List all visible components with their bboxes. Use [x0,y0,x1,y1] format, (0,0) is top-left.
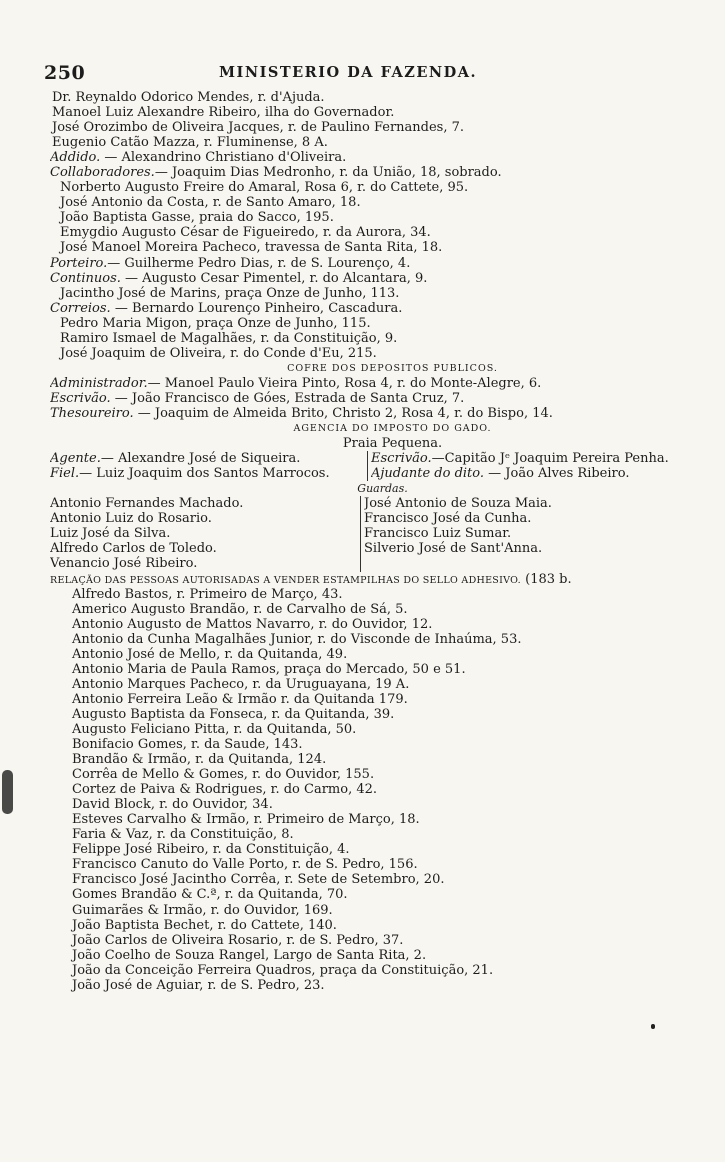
role-label: Escrivão. [50,390,111,406]
text-line: José Orozimbo de Oliveira Jacques, r. de Paulino Fernandes, 7. [52,120,465,136]
correios-line [50,301,695,316]
role-label: Collaboradores. [50,165,155,181]
guardas-right-column [360,496,684,571]
list-item: David Block, r. do Ouvidor, 34. [72,797,273,813]
role-label: Agente. [50,451,101,467]
list-item: Gomes Brandão & C.ª, r. da Quitanda, 70. [72,887,348,903]
vendor-list [50,587,695,993]
guarda-item: Francisco Luiz Sumar. [364,526,512,542]
guardas-columns [50,496,695,571]
role-label: Ajudante do dito. [371,466,485,482]
list-item: Antonio da Cunha Magalhães Junior, r. do Visconde de Inhaúma, 53. [72,631,522,647]
entry-text: — Alexandrino Christiano d'Oliveira. [100,150,347,166]
guarda-item: Antonio Luiz do Rosario. [50,511,212,527]
section-title-cofre: COFRE DOS DEPOSITOS PUBLICOS. [287,362,498,374]
list-item: Antonio Marques Pacheco, r. da Uruguayana, 19 A. [72,676,410,692]
guarda-item: Silverio José de Sant'Anna. [364,541,543,557]
section-title-relacao [50,572,695,587]
role-label: Thesoureiro. [50,405,134,421]
list-item: Felippe José Ribeiro, r. da Constituição, 4. [72,842,350,858]
officials-left-column [50,451,367,481]
text-line: Dr. Reynaldo Odorico Mendes, r. d'Ajuda. [52,90,325,105]
list-item: Brandão & Irmão, r. da Quitanda, 124. [72,752,327,768]
agencia-officials [50,451,695,481]
list-item: Faria & Vaz, r. da Constituição, 8. [72,827,294,843]
list-item: João Coelho de Souza Rangel, Largo de Santa Rita, 2. [72,947,427,963]
list-item: Jacintho José de Marins, praça Onze de Junho, 113. [60,285,400,301]
list-item: Ramiro Ismael de Magalhães, r. da Constituição, 9. [60,330,398,346]
addido-line [50,150,695,165]
list-item: Francisco Canuto do Valle Porto, r. de S. Pedro, 156. [72,857,418,873]
list-item: Antonio Maria de Paula Ramos, praça do Mercado, 50 e 51. [72,661,466,677]
list-item: Cortez de Paiva & Rodrigues, r. do Carmo, 42. [72,782,378,798]
list-item: Augusto Feliciano Pitta, r. da Quitanda, 50. [72,721,357,737]
entry-text: — Guilherme Pedro Dias, r. de S. Lourenço, 4. [107,255,411,271]
cofre-line [50,376,695,391]
page-header [44,62,684,84]
list-item: Augusto Baptista da Fonseca, r. da Quitanda, 39. [72,706,395,722]
entry-text: — Joaquim de Almeida Brito, Christo 2, Rosa 4, r. do Bispo, 14. [133,405,553,421]
guarda-item: Alfredo Carlos de Toledo. [50,541,217,557]
continuos-line [50,271,695,286]
list-item: Emygdio Augusto César de Figueiredo, r. da Aurora, 34. [60,225,431,241]
relacao-title: RELAÇÃO DAS PESSOAS AUTORISADAS A VENDER ESTAMPILHAS DO SELLO ADHESIVO. [50,574,522,586]
entry-text: — Joaquim Dias Medronho, r. da União, 18, sobrado. [154,165,502,181]
role-label: Correios. [50,300,111,316]
list-item: Antonio Augusto de Mattos Navarro, r. do Ouvidor, 12. [72,616,433,632]
list-item: Antonio José de Mello, r. da Quitanda, 49. [72,646,348,662]
guarda-item: Luiz José da Silva. [50,526,171,542]
collaboradores-line [50,165,695,180]
entry-text: — Bernardo Lourenço Pinheiro, Cascadura. [110,300,403,316]
list-item: João Baptista Gasse, praia do Sacco, 195. [60,210,334,226]
entry-text: — Manoel Paulo Vieira Pinto, Rosa 4, r. do Monte-Alegre, 6. [147,375,542,391]
list-item: Corrêa de Mello & Gomes, r. do Ouvidor, 155. [72,767,375,783]
list-item: João Carlos de Oliveira Rosario, r. de S. Pedro, 37. [72,932,404,948]
cofre-line [50,391,695,406]
official-line [371,466,691,481]
list-item: Americo Augusto Brandão, r. de Carvalho de Sá, 5. [72,601,408,617]
role-label: Porteiro. [50,255,108,271]
guardas-left-column [50,496,360,571]
list-item: Francisco José Jacintho Corrêa, r. Sete de Setembro, 20. [72,872,445,888]
porteiro-line [50,256,695,271]
role-label: Fiel. [50,466,80,482]
guardas-title: Guardas. [357,482,408,496]
entry-text: — João Francisco de Góes, Estrada de Santa Cruz, 7. [110,390,465,406]
list-item: José Antonio da Costa, r. de Santo Amaro, 18. [60,195,361,211]
official-line [50,451,367,466]
list-item: Guimarães & Irmão, r. do Ouvidor, 169. [72,902,333,918]
list-item: João Baptista Bechet, r. do Cattete, 140. [72,917,337,933]
page-number: 250 [44,62,86,84]
list-item: José Manoel Moreira Pacheco, travessa de Santa Rita, 18. [60,240,443,256]
binding-mark [2,770,13,814]
entry-text: — Alexandre José de Siqueira. [100,451,301,467]
guarda-item: José Antonio de Souza Maia. [364,496,552,512]
relacao-tail: (183 b. [521,571,572,587]
list-item: Antonio Ferreira Leão & Irmão r. da Quitanda 179. [72,691,408,707]
agencia-location: Praia Pequena. [342,436,443,452]
text-line: Eugenio Catão Mazza, r. Fluminense, 8 A. [52,135,328,151]
role-label: Continuos. [50,270,121,286]
role-label: Addido. [50,150,101,166]
list-item: Alfredo Bastos, r. Primeiro de Março, 43. [72,586,343,602]
list-item: Pedro Maria Migon, praça Onze de Junho, 115. [60,315,371,331]
guarda-item [364,556,684,571]
ink-dot [651,1024,655,1029]
official-line [50,466,367,481]
section-title-agencia: AGENCIA DO IMPOSTO DO GADO. [293,423,492,435]
list-item: José Joaquim de Oliveira, r. do Conde d'Eu, 215. [60,345,377,361]
entry-text: — João Alves Ribeiro. [484,466,630,482]
cofre-line [50,406,695,421]
entry-text: — Luiz Joaquim dos Santos Marrocos. [79,466,330,482]
entry-text: — Augusto Cesar Pimentel, r. do Alcantara, 9. [120,270,428,286]
list-item: João da Conceição Ferreira Quadros, praça da Constituição, 21. [72,962,494,978]
entry-text: —Capitão Jᵉ Joaquim Pereira Penha. [431,451,669,467]
officials-right-column [367,451,691,481]
list-item: Norberto Augusto Freire do Amaral, Rosa 6, r. do Cattete, 95. [60,180,469,196]
role-label: Escrivão. [371,451,432,467]
running-title: MINISTERIO DA FAZENDA. [219,64,478,81]
page-content [50,90,695,993]
list-item: João José de Aguiar, r. de S. Pedro, 23. [72,977,325,993]
text-line: Manoel Luiz Alexandre Ribeiro, ilha do Governador. [52,105,395,121]
official-line [371,451,691,466]
guarda-item: Antonio Fernandes Machado. [50,496,244,512]
role-label: Administrador. [50,375,148,391]
guarda-item: Venancio José Ribeiro. [50,556,198,572]
list-item: Esteves Carvalho & Irmão, r. Primeiro de Março, 18. [72,812,420,828]
list-item: Bonifacio Gomes, r. da Saude, 143. [72,737,303,753]
guarda-item: Francisco José da Cunha. [364,511,532,527]
